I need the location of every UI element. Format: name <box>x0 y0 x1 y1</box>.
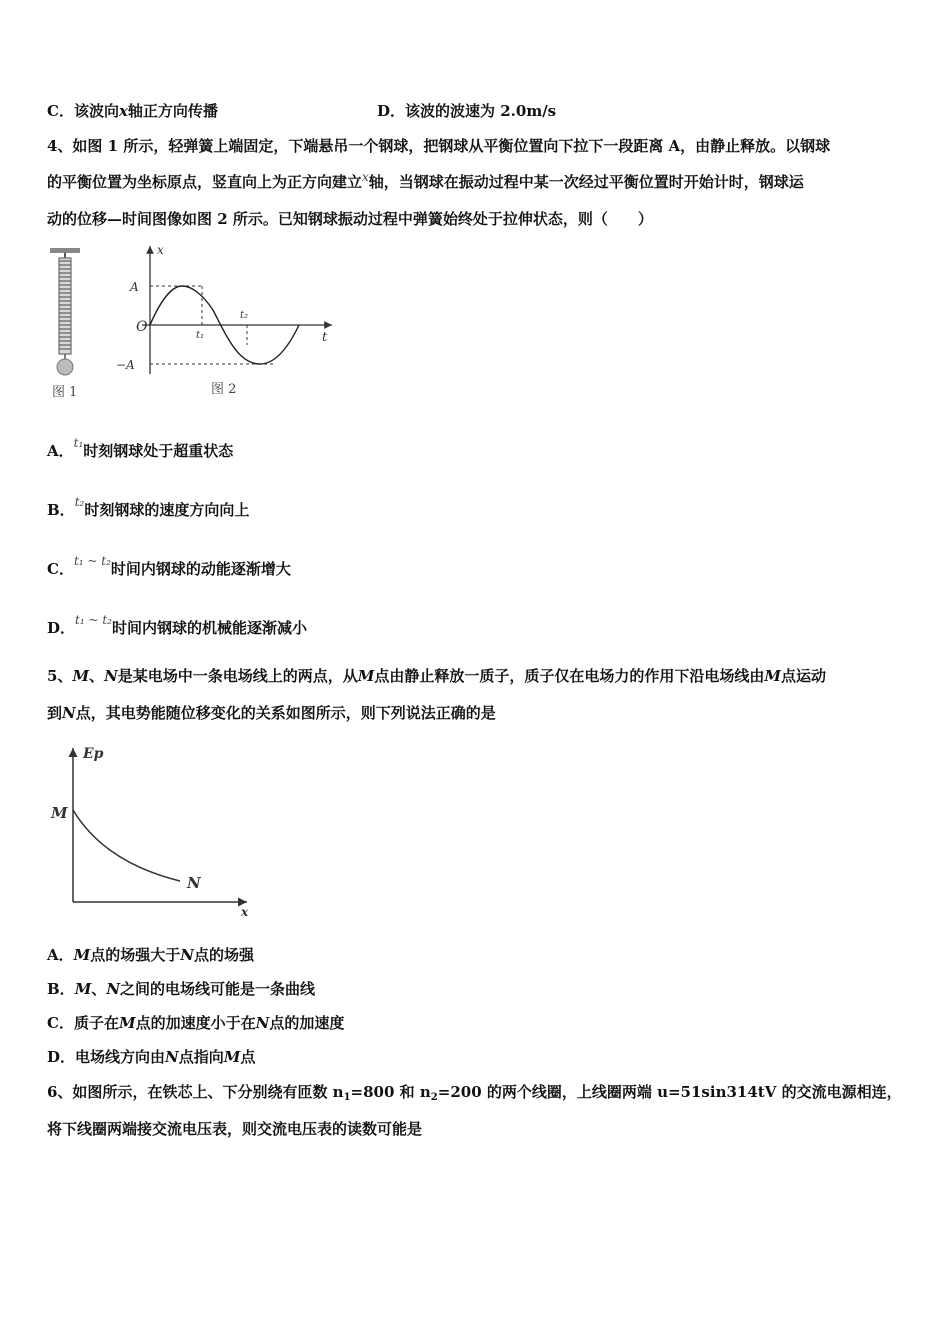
q4-option-d: D．$^{t_1 \sim t_2}$时间内钢球的机械能逐渐减小 <box>47 613 307 637</box>
steel-ball <box>57 359 73 375</box>
q4-line-2: 的平衡位置为坐标原点，竖直向上为正方向建立$^x$轴，当钢球在振动过程中某一次经过平衡位置时开始计时，钢球运 <box>47 170 804 191</box>
t2-label: t₂ <box>240 310 249 321</box>
point-m-label: M <box>51 804 68 822</box>
q5-line-1: 5、M、N是某电场中一条电场线上的两点，从M点由静止释放一质子，质子仅在电场力的作用下沿电场线由M点运动 <box>47 667 827 685</box>
q4-option-c: C．$^{t_1 \sim t_2}$时间内钢球的动能逐渐增大 <box>47 554 291 578</box>
fig1-caption: 图 1 <box>52 385 78 400</box>
q5-line-2: 到N点，其电势能随位移变化的关系如图所示，则下列说法正确的是 <box>47 704 496 722</box>
q4-figure-2-graph <box>110 240 350 405</box>
axis-label-x: x <box>157 243 164 257</box>
q4-option-a: A．$^{t_1}$时刻钢球处于超重状态 <box>47 436 234 460</box>
origin-label: O <box>136 319 148 335</box>
q4-line-3: 动的位移—时间图像如图 2 所示。已知钢球振动过程中弹簧始终处于拉伸状态，则（ ） <box>47 210 653 228</box>
amp-label-pos: A <box>130 280 139 294</box>
q6-line-2: 将下线圈两端接交流电压表，则交流电压表的读数可能是 <box>47 1120 423 1138</box>
spring-coils <box>59 258 71 354</box>
q6-line-1: 6、如图所示，在铁芯上、下分别绕有匝数 $n_1=800$ 和 $n_2=200$ 的两个线圈，上线圈两端 u=51sin314tV 的交流电源相连， <box>47 1083 902 1103</box>
amp-label-neg: −A <box>116 358 135 372</box>
ep-axis-label: Ep <box>83 746 104 762</box>
q5-option-d: D．电场线方向由N点指向M点 <box>47 1048 256 1066</box>
spring-ceiling <box>50 248 80 253</box>
q5-option-c: C．质子在M点的加速度小于在N点的加速度 <box>47 1014 345 1032</box>
point-n-label: N <box>187 874 201 892</box>
q4-option-b: B．$^{t_2}$时刻钢球的速度方向向上 <box>47 495 250 519</box>
q4-figure-1-spring <box>40 244 100 404</box>
t1-label: t₁ <box>196 330 205 341</box>
q4-line-1: 4、如图 1 所示，轻弹簧上端固定，下端悬吊一个钢球，把钢球从平衡位置向下拉下一段距离 A，由静止释放。以钢球 <box>47 137 831 155</box>
fig2-caption: 图 2 <box>211 382 237 397</box>
x-axis-label-q5: x <box>241 905 249 919</box>
ep-curve <box>73 810 180 881</box>
q5-option-a: A．M点的场强大于N点的场强 <box>47 946 254 964</box>
q5-figure-ep-graph <box>45 738 260 923</box>
q5-option-b: B．M、N之间的电场线可能是一条曲线 <box>47 980 316 998</box>
prev-option-c: C．该波向x轴正方向传播 <box>47 102 218 120</box>
prev-option-d: D．该波的波速为 2.0m/s <box>377 102 557 120</box>
axis-label-t: t <box>322 330 328 345</box>
